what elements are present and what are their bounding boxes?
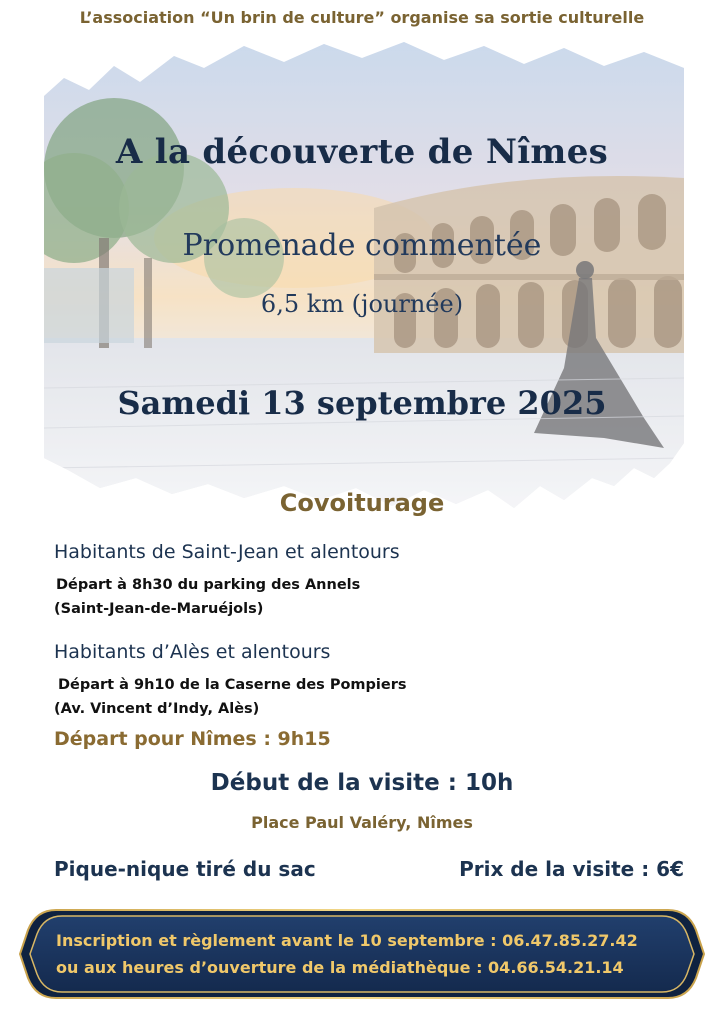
hero-title: A la découverte de Nîmes [115, 132, 609, 172]
hero-subtitle: Promenade commentée [182, 228, 542, 263]
hero-photo [44, 38, 684, 508]
hero-date: Samedi 13 septembre 2025 [117, 384, 607, 422]
covoiturage-heading: Covoiturage [279, 489, 445, 517]
visit-place: Place Paul Valéry, Nîmes [251, 813, 473, 832]
contact-line-registration: Inscription et règlement avant le 10 septembre : 06.47.85.27.42 [56, 931, 638, 950]
group-title-ales: Habitants d’Alès et alentours [54, 641, 331, 663]
contact-text [56, 927, 696, 981]
visit-price: Prix de la visite : 6€ [459, 857, 684, 881]
group-detail-line: (Av. Vincent d’Indy, Alès) [54, 701, 260, 717]
departure-time: Départ pour Nîmes : 9h15 [54, 728, 331, 750]
announcement-text: L’association “Un brin de culture” organise sa sortie culturelle [79, 8, 645, 27]
contact-line-mediatheque: ou aux heures d’ouverture de la médiathèque : 04.66.54.21.14 [56, 958, 624, 977]
visit-start: Début de la visite : 10h [210, 770, 514, 796]
group-detail-line: (Saint-Jean-de-Maruéjols) [54, 601, 264, 617]
picnic-text: Pique-nique tiré du sac [54, 857, 316, 881]
hero-distance: 6,5 km (journée) [260, 290, 464, 318]
group-title-saint-jean: Habitants de Saint-Jean et alentours [54, 541, 400, 563]
group-detail-line: Départ à 8h30 du parking des Annels [56, 577, 361, 593]
group-detail-line: Départ à 9h10 de la Caserne des Pompiers [58, 677, 407, 693]
